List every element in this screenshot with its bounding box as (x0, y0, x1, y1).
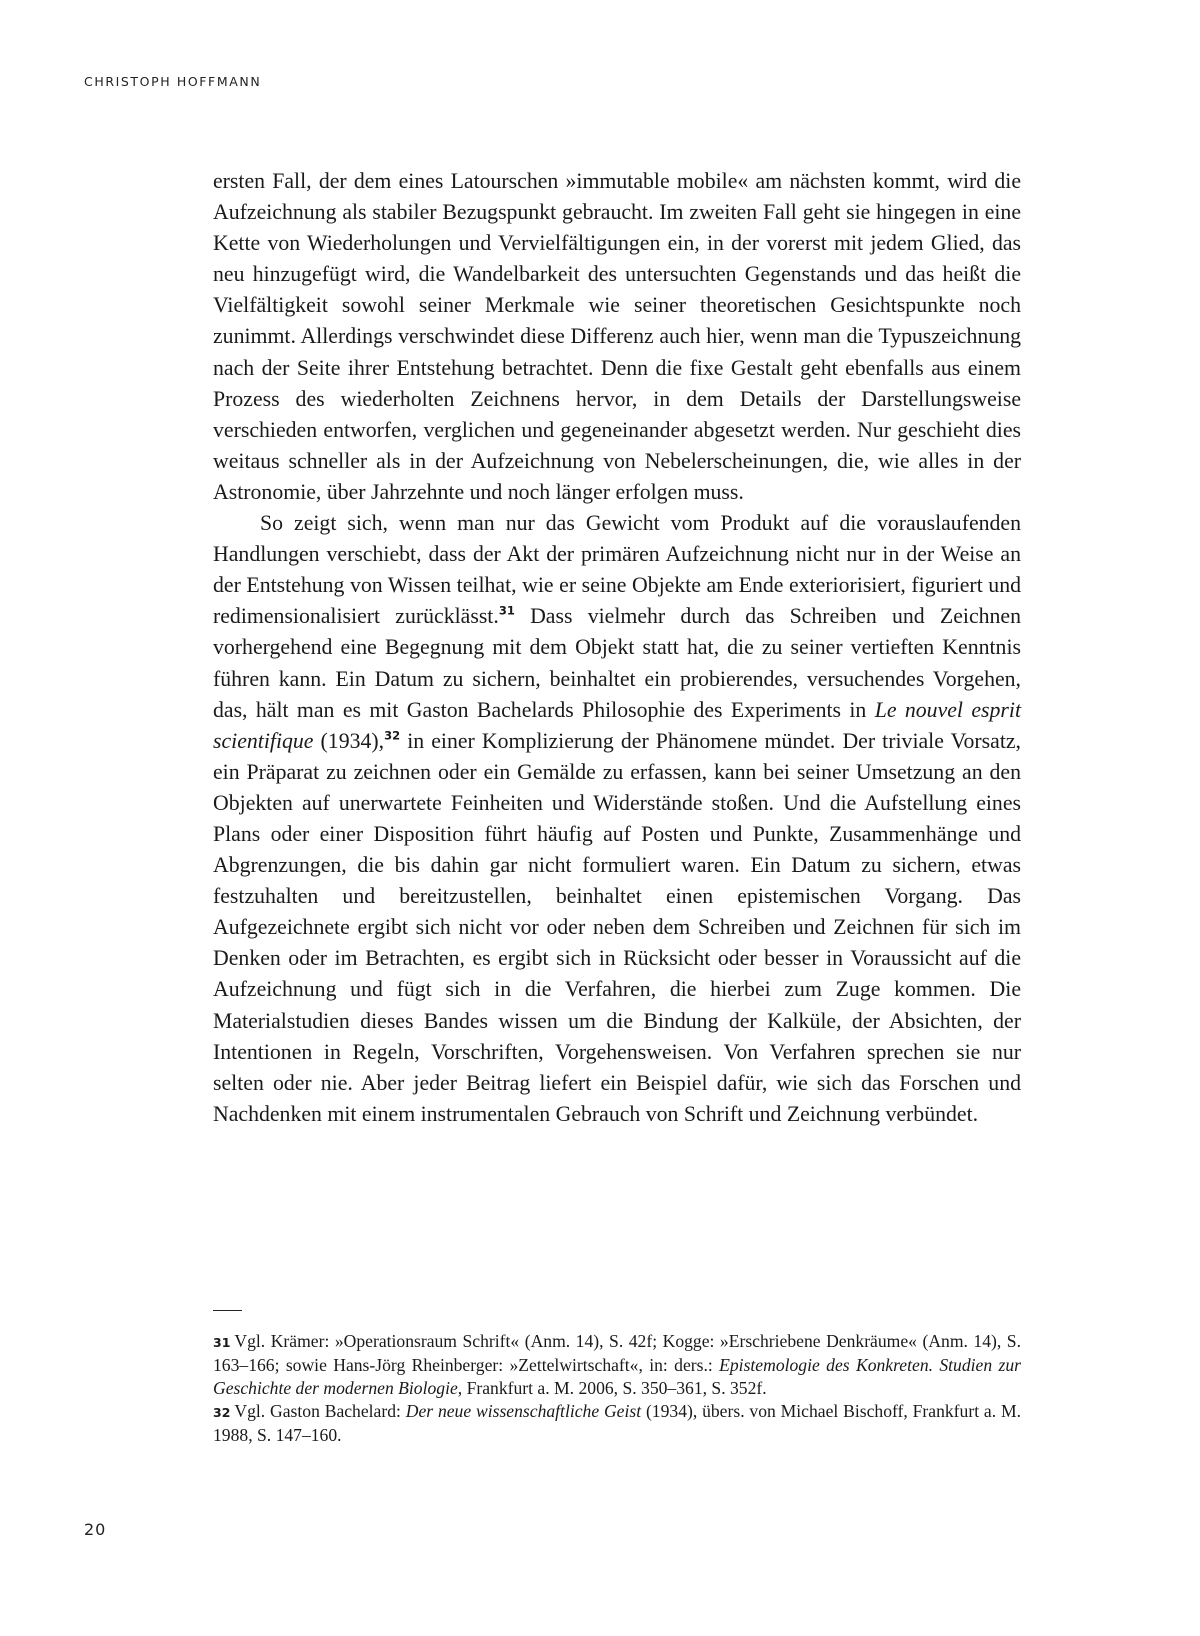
footnote-ref-31[interactable]: 31 (498, 604, 515, 619)
footnote-title-italic: Der neue wissenschaftliche Geist (405, 1401, 642, 1421)
paragraph-2-text-b: Dass vielmehr durch das Schreiben und Zeichnen vorhergehend eine Begegnung mit dem Objekt statt hat, die zu seiner vertieften Kenntnis führen kann. Ein Datum zu sichern, beinhaltet ein probierendes, versuchendes Vorgehen, das, hält man es mit Gaston Bachelards Philosophie des Experiments in (213, 604, 1021, 722)
footnotes (213, 1330, 1021, 1447)
footnote-separator (213, 1310, 242, 1311)
footnote-32 (213, 1400, 1021, 1447)
paragraph-2 (213, 508, 1021, 1130)
paragraph-2-text-c: (1934), (313, 728, 385, 753)
footnote-text: Vgl. Krämer: »Operationsraum Schrift« (Anm. 14), S. 42f; Kogge: »Erschriebene Denkräume« (Anm. 14), S. 163–166; sowie Hans-Jörg Rheinberger: »Zettelwirtschaft«, in: ders.: (213, 1331, 1021, 1375)
paragraph-1: ersten Fall, der dem eines Latourschen »immutable mobile« am nächsten kommt, wird die Aufzeichnung als stabiler Bezugspunkt gebraucht. Im zweiten Fall geht sie hingegen in eine Kette von Wiederholungen und Vervielfältigungen ein, in der vorerst mit jedem Glied, das neu hinzugefügt wird, die Wandelbarkeit des untersuchten Gegenstands und das heißt die Vielfältigkeit sowohl seiner Merkmale wie seiner theoretischen Gesichtspunkte noch zunimmt. Allerdings verschwindet diese Differenz auch hier, wenn man die Typuszeichnung nach der Seite ihrer Entstehung betrachtet. Denn die fixe Gestalt geht ebenfalls aus einem Prozess des wiederholten Zeichnens hervor, in dem Details der Darstellungsweise verschieden entworfen, verglichen und gegeneinander abgesetzt werden. Nur geschieht dies weitaus schneller als in der Aufzeichnung von Nebelerscheinungen, die, wie alles in der Astronomie, über Jahrzehnte und noch länger erfolgen muss. (213, 169, 1021, 504)
book-title-italic: Le nouvel esprit scientifique (213, 697, 1022, 753)
footnote-number: 31 (213, 1335, 231, 1350)
footnote-ref-32[interactable]: 32 (384, 728, 401, 743)
footnote-text: (1934), übers. von Michael Bischoff, Frankfurt a. M. 1988, S. 147–160. (213, 1401, 1022, 1445)
footnote-title-italic: Epistemologie des Konkreten. Studien zur Geschichte der modernen Biologie (213, 1355, 1022, 1398)
footnote-text: Vgl. Gaston Bachelard: (234, 1401, 406, 1421)
page-number: 20 (84, 1520, 107, 1539)
paragraph-2-text-a: So zeigt sich, wenn man nur das Gewicht vom Produkt auf die vorauslaufenden Handlungen verschiebt, dass der Akt der primären Aufzeichnung nicht nur in der Weise an der Entstehung von Wissen teilhat, wie er seine Objekte am Ende exteriorisiert, figuriert und redimensionalisiert zurücklässt. (213, 511, 1021, 629)
footnote-number: 32 (213, 1405, 231, 1420)
footnote-text: , Frankfurt a. M. 2006, S. 350–361, S. 352f. (457, 1378, 767, 1398)
main-text (213, 166, 1021, 1130)
paragraph-2-text-d: in einer Komplizierung der Phänomene mündet. Der triviale Vorsatz, ein Präparat zu zeichnen oder ein Gemälde zu erfassen, kann bei seiner Umsetzung an den Objekten auf unerwartete Feinheiten und Widerstände stoßen. Und die Aufstellung eines Plans oder einer Disposition führt häufig auf Posten und Punkte, Zusammenhänge und Abgrenzungen, die bis dahin gar nicht formuliert waren. Ein Datum zu sichern, etwas festzuhalten und bereitzustellen, beinhaltet einen epistemischen Vorgang. Das Aufgezeichnete ergibt sich nicht vor oder neben dem Schreiben und Zeichnen für sich im Denken oder im Betrachten, es ergibt sich in Rücksicht oder besser in Voraussicht auf die Aufzeichnung und fügt sich in die Verfahren, die hierbei zum Zuge kommen. Die Materialstudien dieses Bandes wissen um die Bindung der Kalküle, der Absichten, der Intentionen in Regeln, Vorschriften, Vorgehensweisen. Von Verfahren sprechen sie nur selten oder nie. Aber jeder Beitrag liefert ein Beispiel dafür, wie sich das Forschen und Nachdenken mit einem instrumentalen Gebrauch von Schrift und Zeichnung verbündet. (213, 728, 1022, 1126)
footnote-31 (213, 1330, 1021, 1400)
running-head: CHRISTOPH HOFFMANN (84, 74, 262, 89)
